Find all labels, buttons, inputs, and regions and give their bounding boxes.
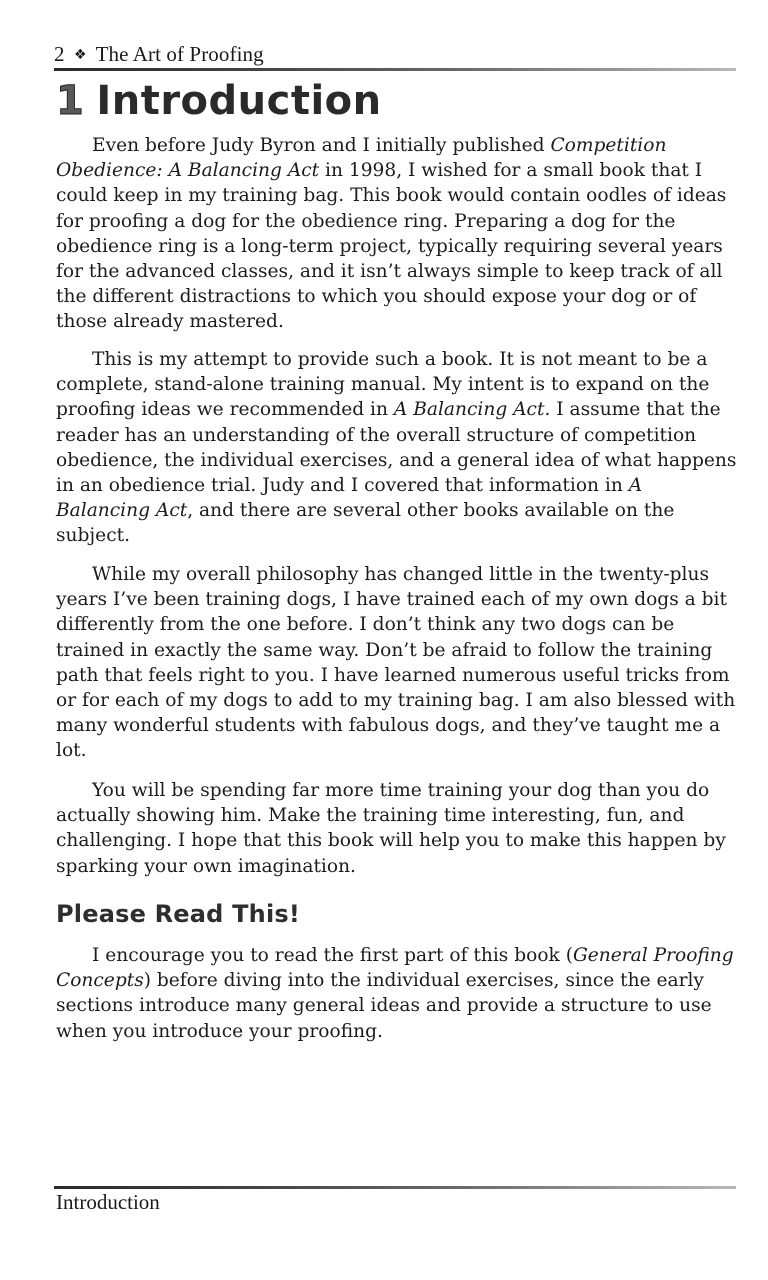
paragraph-text: This is my attempt to provide such a book. It is not meant to be a complete, stand-alone training manual. My intent is to expand on the proofing ideas we recommended in: [56, 349, 710, 421]
italic-title-text: A Balancing Act.: [393, 399, 551, 421]
paragraph-text: While my overall philosophy has changed little in the twenty-plus years I’ve been training dogs, I have trained each of my own dogs a bit differently from the one before. I don’t think any two dogs can be trained in exactly the same way. Don’t be afraid to follow the training path that feels right to you. I have learned numerous useful tricks from or for each of my dogs to add to my training bag. I am also blessed with many wonderful students with fabulous dogs, and they’ve taught me a lot.: [56, 564, 736, 762]
footer-rule: [54, 1186, 736, 1189]
header-rule: [54, 68, 736, 71]
section-title: Please Read This!: [56, 900, 301, 928]
italic-title-text: A Balancing Act: [56, 475, 643, 522]
chapter-title-text: Introduction: [96, 78, 382, 124]
running-head: [54, 42, 264, 67]
paragraph-text: in 1998, I wished for a small book that I could keep in my training bag. This book would contain oodles of ideas for proofing a dog for the obedience ring. Preparing a dog for the obedience ring is a long-term project, typically requiring several years for the advanced classes, and it isn’t always simple to keep track of all the different distractions to which you should expose your dog or of those already mastered.: [56, 160, 727, 333]
chapter-number: 1: [56, 78, 85, 124]
paragraph-text: You will be spending far more time training your dog than you do actually showing him. Make the training time interesting, fun, and challenging. I hope that this book will help you to make this happen by sparking your own imagination.: [56, 780, 726, 877]
italic-title-text: General Proofing Concepts: [56, 945, 734, 992]
chapter-title: [56, 78, 382, 124]
body-paragraph: [56, 347, 740, 549]
body-paragraph: [56, 778, 740, 879]
italic-title-text: Competition Obedience: A Balancing Act: [56, 135, 667, 182]
section-paragraph: [56, 943, 740, 1044]
paragraph-text: , and there are several other books available on the subject.: [56, 500, 675, 547]
paragraph-text: ) before diving into the individual exercises, since the early sections introduce many general ideas and provide a structure to use when you introduce your proofing.: [56, 970, 712, 1042]
book-title: The Art of Proofing: [95, 42, 264, 66]
body-paragraph: [56, 562, 740, 764]
body-paragraph: [56, 133, 740, 335]
paragraph-text: Even before Judy Byron and I initially published: [92, 135, 551, 156]
paragraph-text: I encourage you to read the first part of this book (: [92, 945, 573, 966]
running-foot: Introduction: [56, 1190, 160, 1214]
ornament-icon: ❖: [73, 47, 87, 63]
page-number: 2: [54, 42, 65, 66]
paragraph-text: I assume that the reader has an understanding of the overall structure of competition obedience, the individual exercises, and a general idea of what happens in an obedience trial. Judy and I covered that information in: [56, 399, 737, 497]
